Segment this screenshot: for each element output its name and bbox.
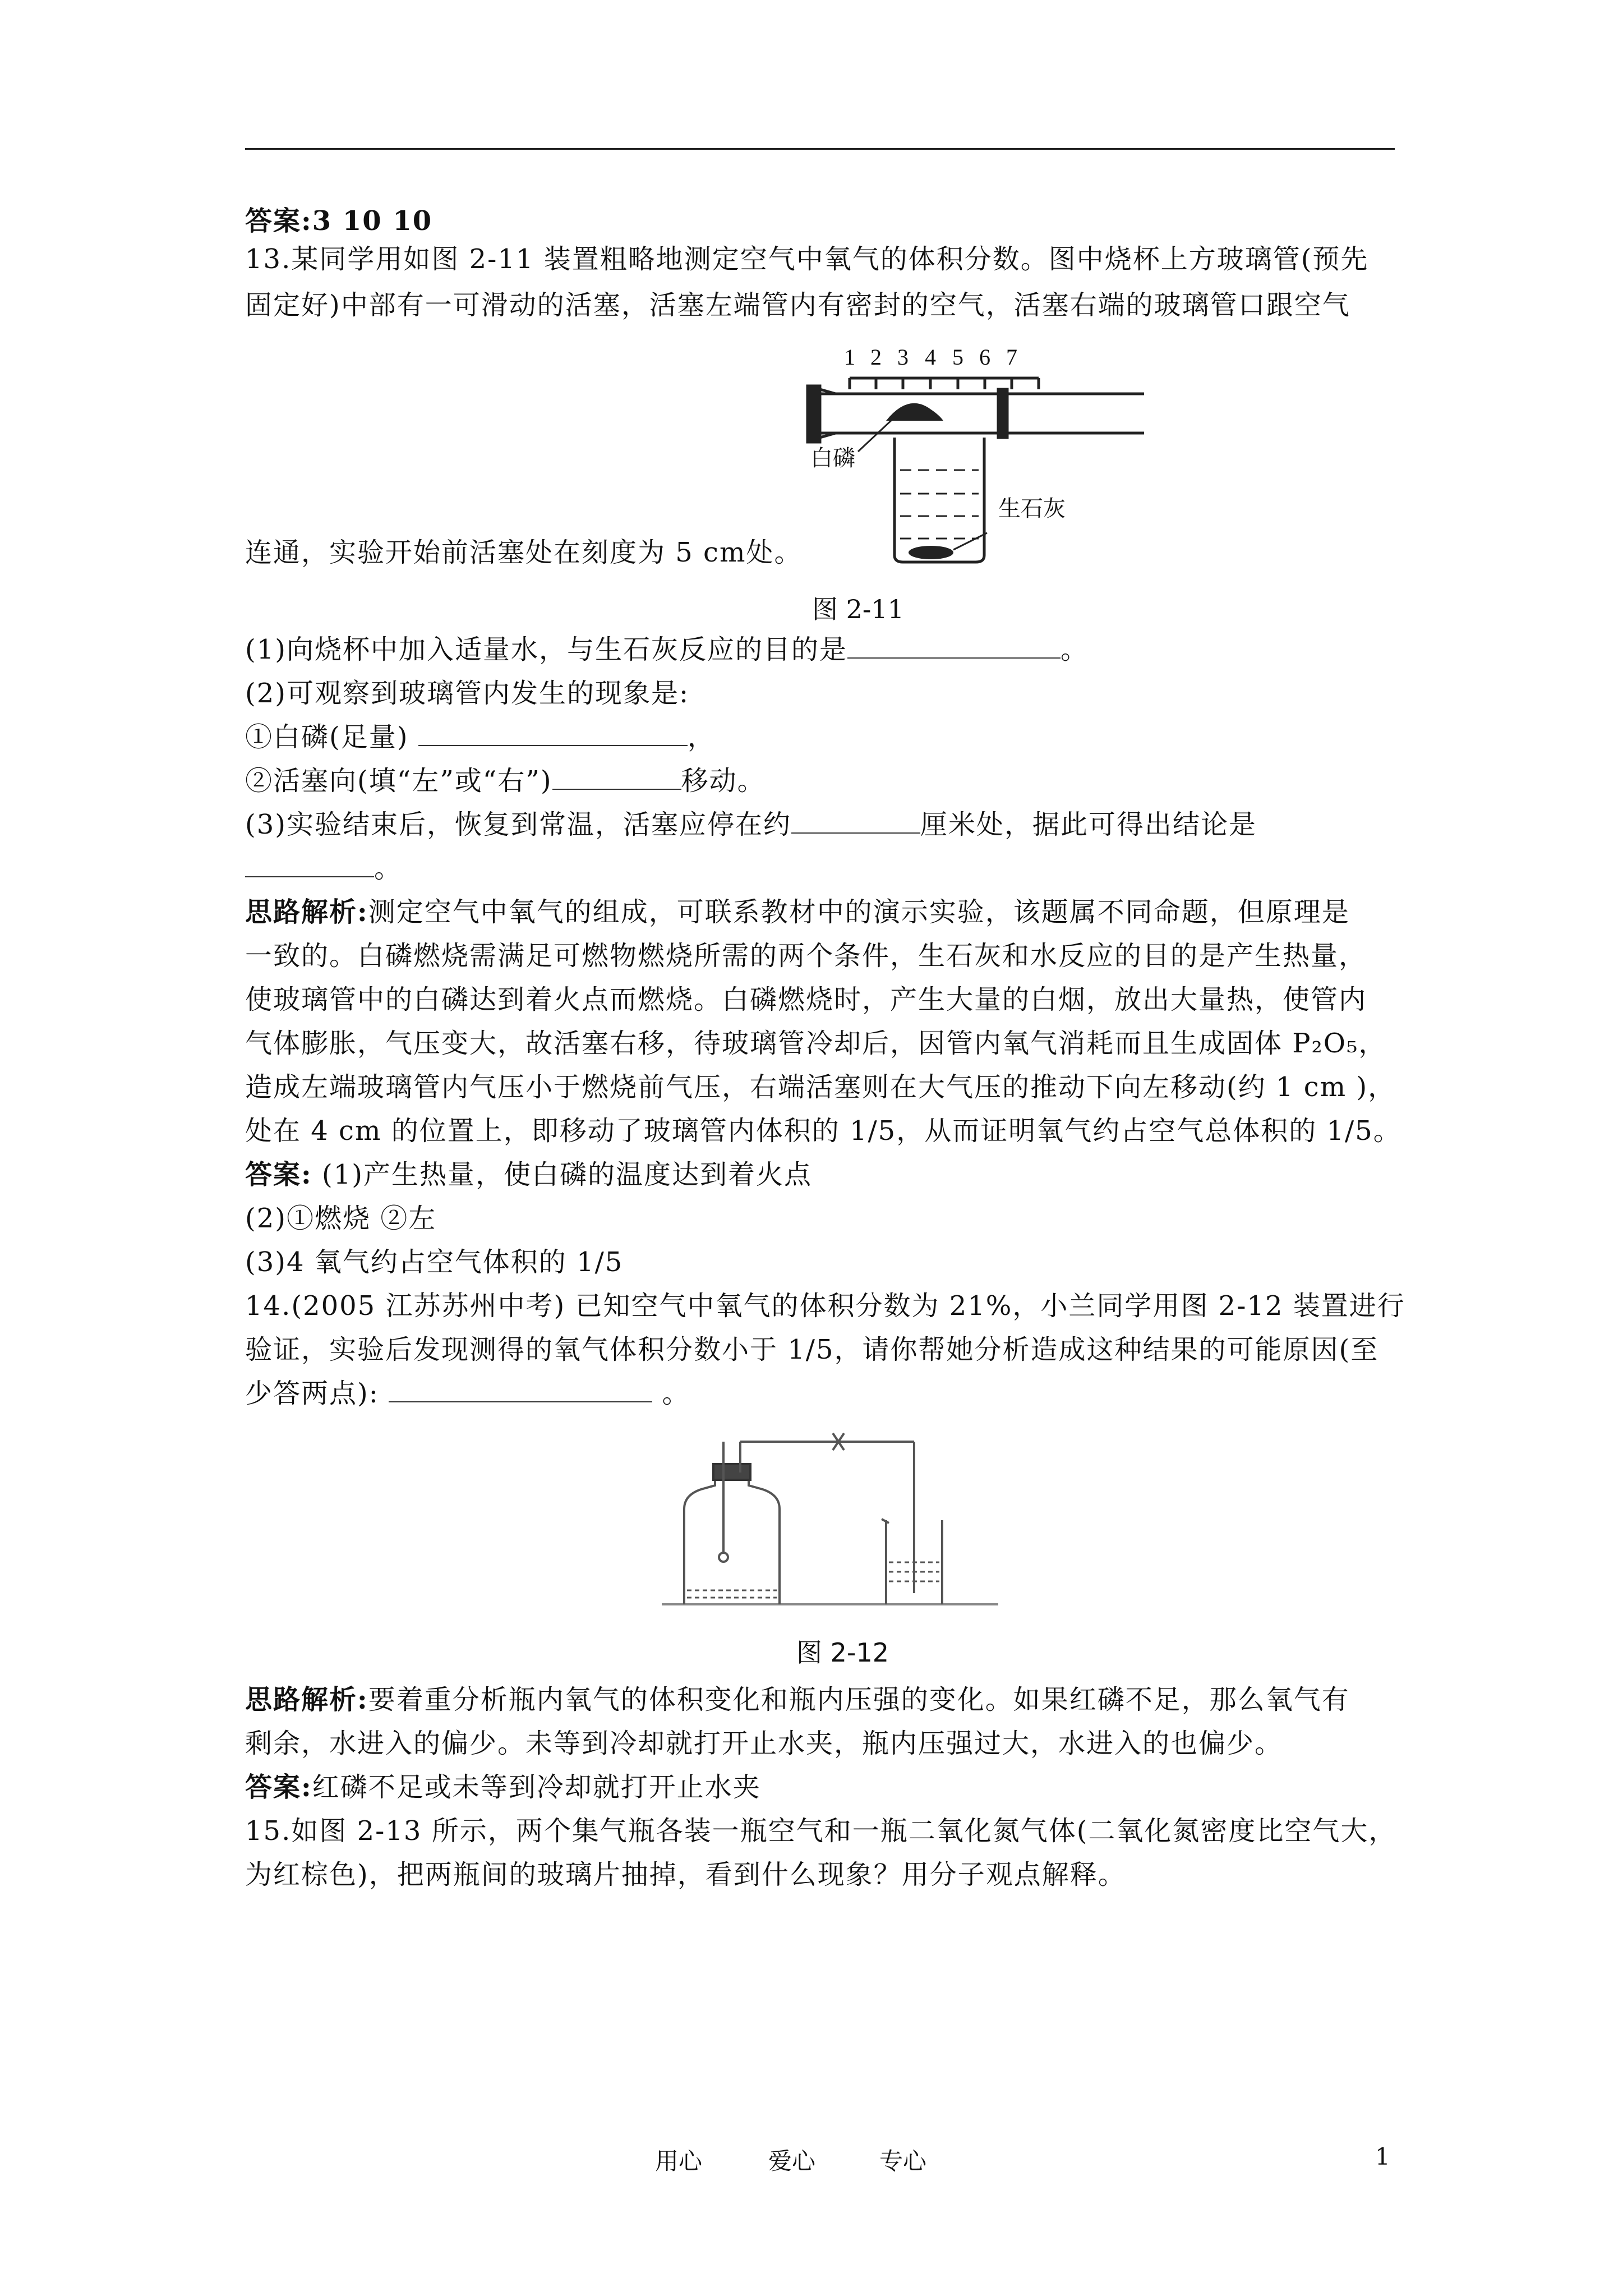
- q15-line-1: 15.如图 2-13 所示，两个集气瓶各装一瓶空气和一瓶二氧化氮气体(二氧化氮密度比空气大，: [245, 1815, 1397, 1847]
- answer-13-line-2: (2)①燃烧 ②左: [245, 1203, 437, 1234]
- analysis-13-line-2: 一致的。白磷燃烧需满足可燃物燃烧所需的两个条件，生石灰和水反应的目的是产生热量，: [245, 940, 1367, 972]
- analysis-13-line-1: 思路解析:测定空气中氧气的组成，可联系教材中的演示实验，该题属不同命题，但原理是: [245, 896, 1350, 928]
- answer-blank-2[interactable]: [418, 720, 688, 746]
- q15-line-2: 为红棕色)，把两瓶间的玻璃片抽掉，看到什么现象？用分子观点解释。: [245, 1859, 1126, 1890]
- q13-sub1: (1)向烧杯中加入适量水，与生石灰反应的目的是 。: [245, 634, 1089, 665]
- footer-text-1: 用心: [655, 2147, 703, 2175]
- scale-6: 6: [979, 344, 990, 370]
- scale-7: 7: [1006, 344, 1017, 370]
- figure-2-11-caption: 图 2-11: [812, 594, 904, 624]
- q13-line-1: 13.某同学用如图 2-11 装置粗略地测定空气中氧气的体积分数。图中烧杯上方玻璃管(预先: [245, 243, 1369, 275]
- answer-14: 答案:红磷不足或未等到冷却就打开止水夹: [245, 1772, 761, 1803]
- figure-2-12-caption: 图 2-12: [796, 1637, 889, 1668]
- figure-2-11: [796, 331, 1155, 567]
- figure-2-12: [662, 1419, 998, 1627]
- analysis-14-line-1: 思路解析:要着重分析瓶内氧气的体积变化和瓶内压强的变化。如果红磷不足，那么氧气有: [245, 1684, 1350, 1715]
- analysis-13-line-6: 处在 4 cm 的位置上，即移动了玻璃管内体积的 1/5，从而证明氧气约占空气总体积的 1/5。: [245, 1115, 1401, 1147]
- q13-sub2b: ②活塞向(填“左”或“右”) 移动。: [245, 765, 766, 797]
- answer-13-line-1: 答案: (1)产生热量，使白磷的温度达到着火点: [245, 1159, 812, 1190]
- analysis-14-line-2: 剩余，水进入的偏少。未等到冷却就打开止水夹，瓶内压强过大，水进入的也偏少。: [245, 1728, 1283, 1759]
- q13-sub2a: ①白磷(足量) ，: [245, 721, 716, 753]
- q13-sub3-end: 。: [245, 852, 402, 885]
- label-white-phosphorus: 白磷: [810, 445, 855, 471]
- analysis-13-line-3: 使玻璃管中的白磷达到着火点而燃烧。白磷燃烧时，产生大量的白烟，放出大量热，使管内: [245, 984, 1367, 1015]
- label-quicklime: 生石灰: [998, 496, 1066, 522]
- page-number: 1: [1375, 2143, 1390, 2170]
- footer-text-3: 专心: [879, 2147, 927, 2175]
- q13-line-3: 连通，实验开始前活塞处在刻度为 5 cm处。: [245, 537, 803, 568]
- header-rule: [245, 148, 1395, 150]
- q14-line-3: 少答两点): 。: [245, 1378, 690, 1409]
- scale-3: 3: [897, 344, 909, 370]
- scale-4: 4: [925, 344, 936, 370]
- answer-blank-4[interactable]: [791, 808, 920, 834]
- answer-13-line-3: (3)4 氧气约占空气体积的 1/5: [245, 1246, 624, 1278]
- answer-12: 答案:3 10 10: [245, 205, 433, 237]
- q14-line-1: 14.(2005 江苏苏州中考) 已知空气中氧气的体积分数为 21%，小兰同学用图 2-12 装置进行: [245, 1290, 1405, 1322]
- answer-blank-3[interactable]: [552, 764, 681, 790]
- scale-1: 1: [844, 344, 855, 370]
- answer-blank-5[interactable]: [245, 852, 374, 877]
- answer-blank-1[interactable]: [847, 633, 1061, 659]
- q13-line-2: 固定好)中部有一可滑动的活塞，活塞左端管内有密封的空气，活塞右端的玻璃管口跟空气: [245, 289, 1350, 321]
- answer-12-line: [245, 204, 432, 238]
- q13-sub3: (3)实验结束后，恢复到常温，活塞应停在约 厘米处，据此可得出结论是: [245, 809, 1257, 840]
- q13-sub2: (2)可观察到玻璃管内发生的现象是:: [245, 678, 690, 709]
- footer-text-2: 爱心: [768, 2147, 816, 2175]
- analysis-13-line-4: 气体膨胀，气压变大，故活塞右移，待玻璃管冷却后，因管内氧气消耗而且生成固体 P₂O₅，: [245, 1028, 1387, 1059]
- answer-blank-6[interactable]: [389, 1377, 652, 1402]
- q14-line-2: 验证，实验后发现测得的氧气体积分数小于 1/5，请你帮她分析造成这种结果的可能原因(至: [245, 1334, 1379, 1365]
- scale-5: 5: [952, 344, 963, 370]
- scale-2: 2: [870, 344, 882, 370]
- analysis-13-line-5: 造成左端玻璃管内气压小于燃烧前气压，右端活塞则在大气压的推动下向左移动(约 1 cm )，: [245, 1071, 1396, 1103]
